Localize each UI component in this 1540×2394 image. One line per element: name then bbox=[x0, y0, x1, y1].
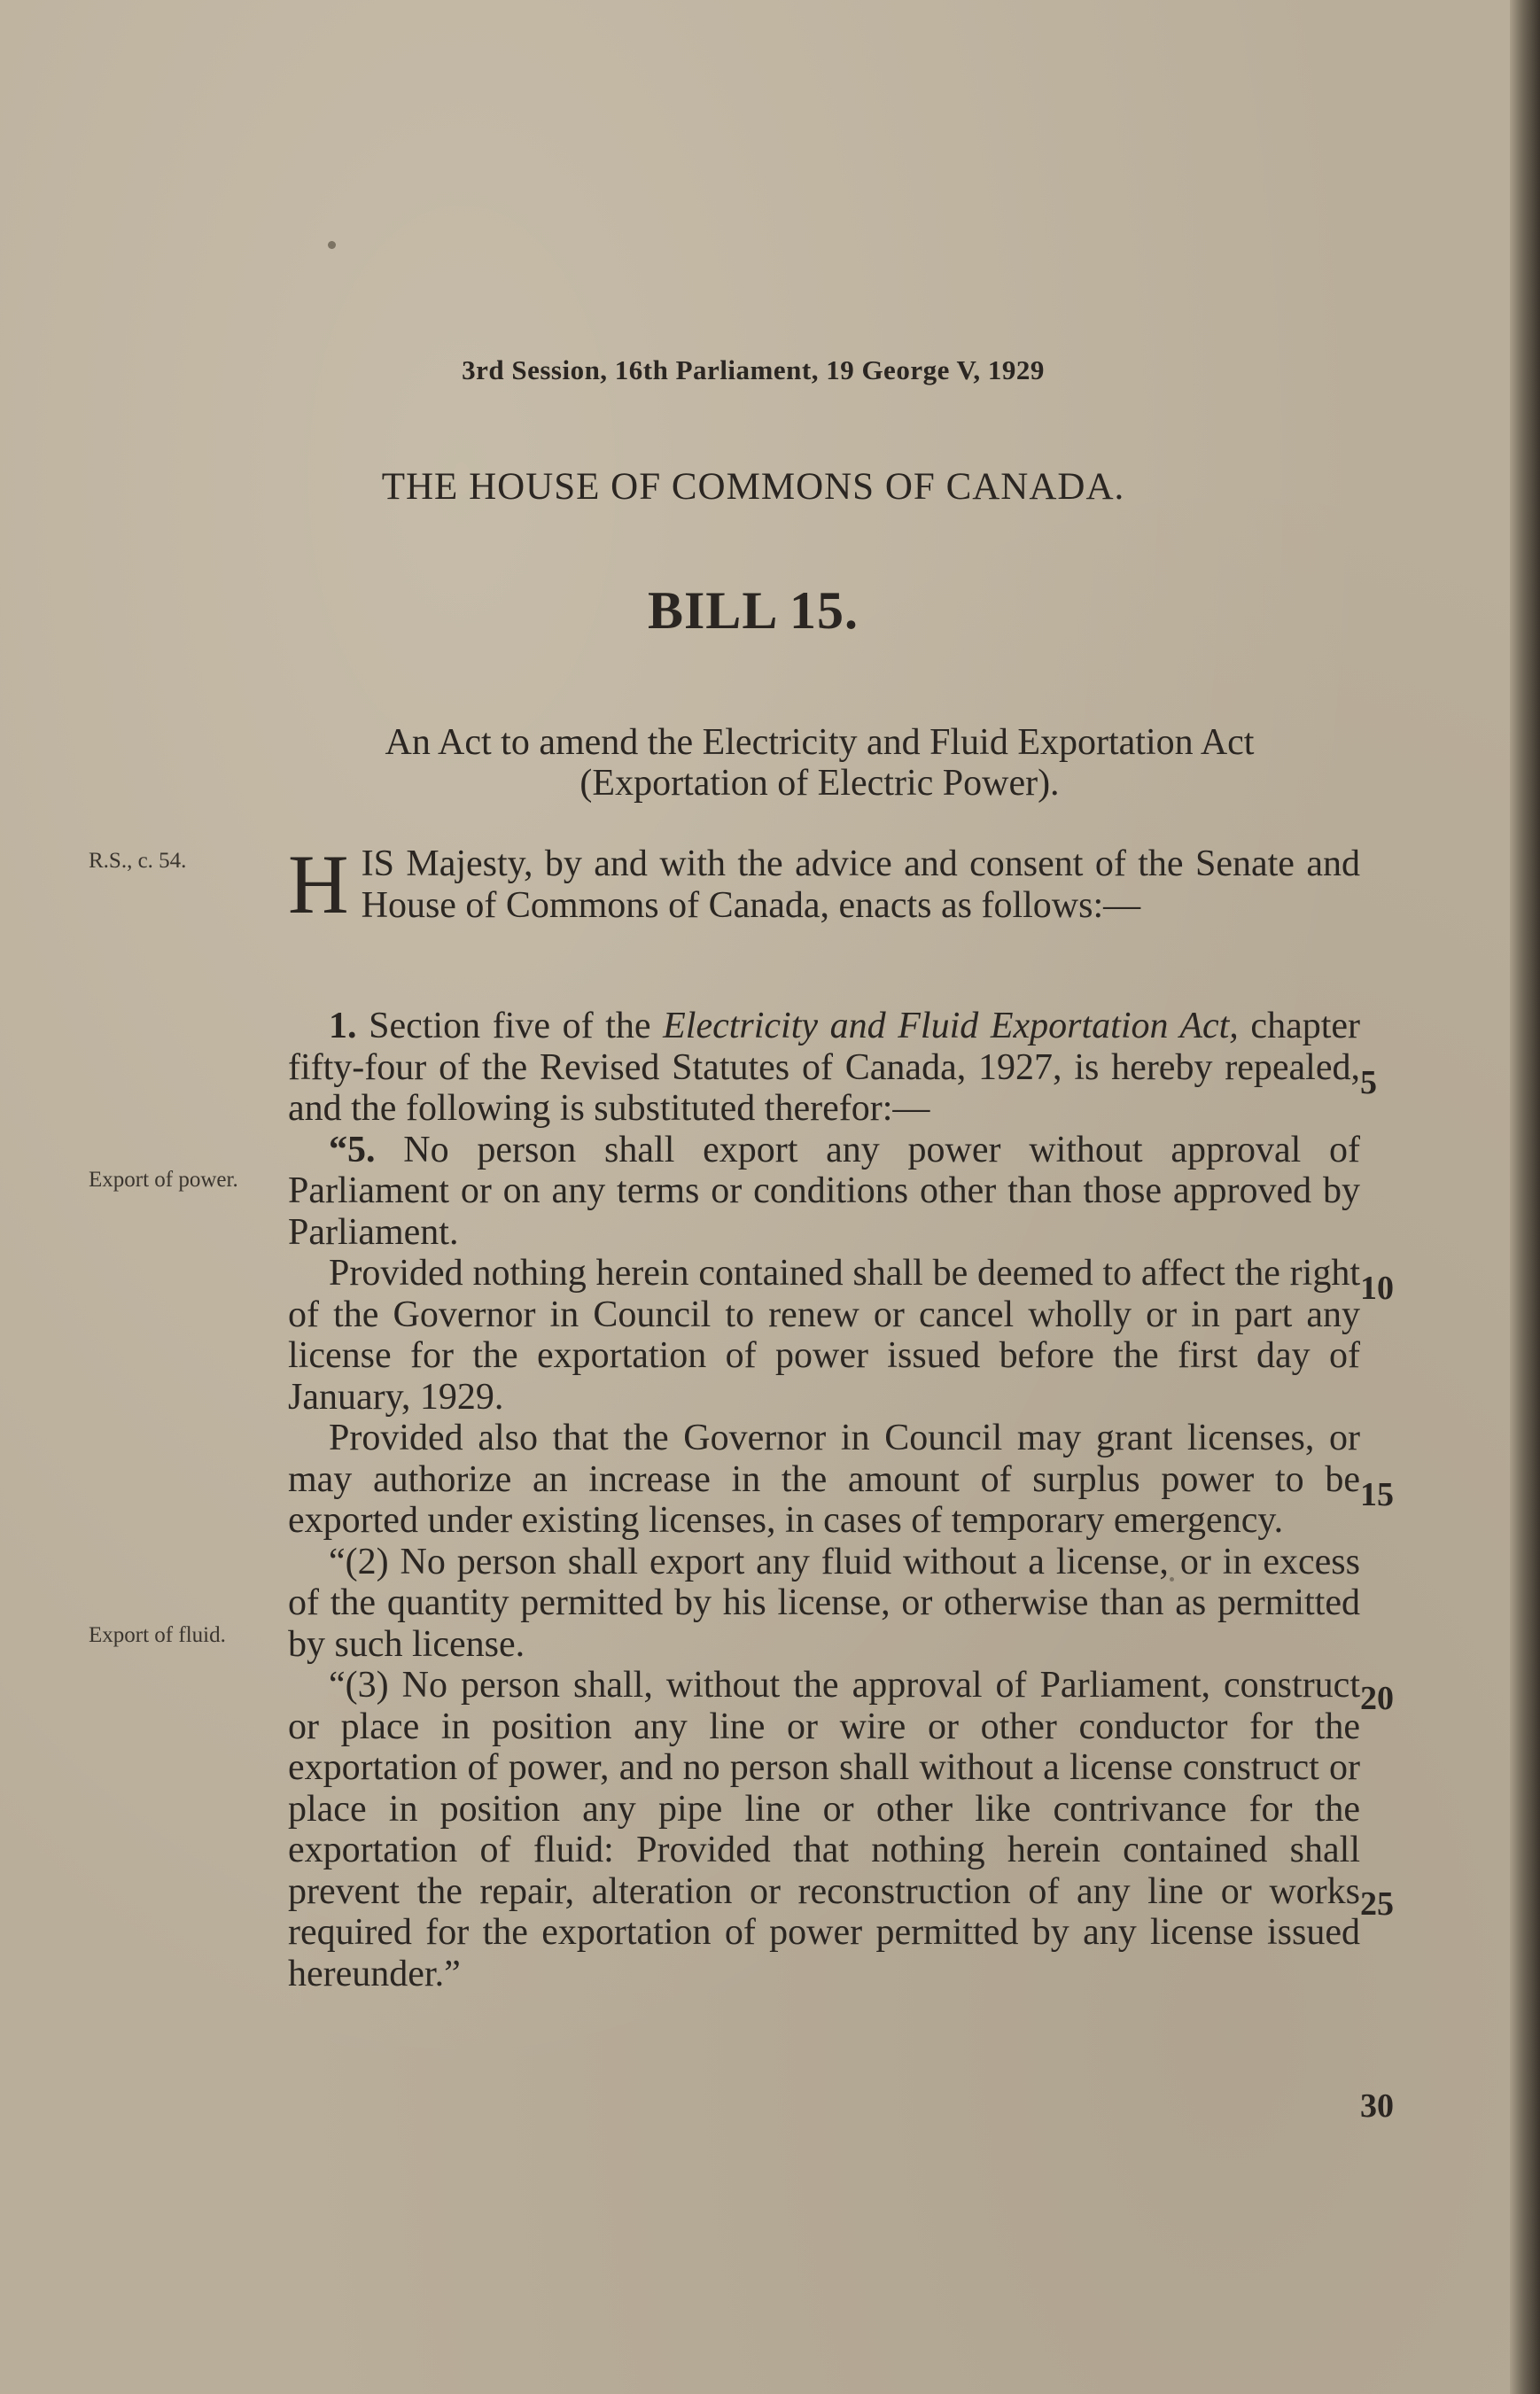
section-5 bbox=[288, 1130, 1360, 1254]
proviso-2: Provided also that the Governor in Council may grant licenses, or may authorize an increase in the amount of surplus power to be exported under existing licenses, in cases of temporary emergency. bbox=[288, 1418, 1360, 1541]
line-number-10: 10 bbox=[1360, 1270, 1394, 1307]
act-title-line1: An Act to amend the Electricity and Fluid Exportation Act bbox=[385, 722, 1255, 763]
line-number-30: 30 bbox=[1360, 2087, 1394, 2125]
house-heading: THE HOUSE OF COMMONS OF CANADA. bbox=[381, 466, 1125, 508]
section-1-text-b: chapter fifty-four of the Revised Statutes of Canada, 1927, is hereby repealed, and the following is substituted therefor:— bbox=[288, 1006, 1361, 1129]
bill-number: BILL 15. bbox=[647, 581, 859, 640]
section-1-number: 1. bbox=[329, 1006, 357, 1046]
session-heading: 3rd Session, 16th Parliament, 19 George V, 1929 bbox=[462, 354, 1045, 385]
line-number-15: 15 bbox=[1360, 1476, 1394, 1513]
margin-note-rs: R.S., c. 54. bbox=[89, 849, 187, 873]
section-1 bbox=[288, 1006, 1360, 1130]
line-number-20: 20 bbox=[1360, 1680, 1394, 1717]
paper-speck bbox=[328, 241, 336, 249]
section-5-text: No person shall export any power without approval of Parliament or on any terms or conditions other than those approved by Parliament. bbox=[288, 1129, 1360, 1253]
act-title bbox=[266, 722, 1373, 804]
section-1-text-a: Section five of the bbox=[369, 1006, 651, 1046]
margin-note-export-fluid: Export of fluid. bbox=[89, 1623, 226, 1647]
subsection-2: “(2) No person shall export any fluid without a license, or in excess of the quantity permitted by his license, or otherwise than as permitted by such license. bbox=[288, 1541, 1360, 1665]
proviso-1: Provided nothing herein contained shall be deemed to affect the right of the Governor in Council to renew or cancel wholly or in part any license for the exportation of power issued before the first day of January, 1929. bbox=[288, 1253, 1360, 1418]
margin-note-export-power: Export of power. bbox=[89, 1168, 238, 1192]
bill-body bbox=[288, 1006, 1360, 1994]
page-edge-shadow bbox=[1510, 0, 1540, 2394]
section-5-number: “5. bbox=[329, 1129, 376, 1170]
line-number-5: 5 bbox=[1360, 1064, 1377, 1101]
act-title-line2: (Exportation of Electric Power). bbox=[579, 763, 1060, 804]
line-number-25: 25 bbox=[1360, 1885, 1394, 1923]
enacting-text: IS Majesty, by and with the advice and consent of the Senate and House of Commons of Canada, enacts as follows:— bbox=[361, 843, 1360, 926]
subsection-3: “(3) No person shall, without the approval of Parliament, construct or place in position any line or wire or other conductor for the exportation of power, and no person shall without a license construct or place in position any pipe line or other like contrivance for the exportation of fluid: Provided that nothing herein contained shall prevent the repair, alteration or reconstruction of any line or works required for the exportation of power permitted by any license issued hereunder.” bbox=[288, 1665, 1360, 1994]
section-1-act-name: Electricity and Fluid Exportation Act, bbox=[663, 1006, 1239, 1046]
drop-cap: H bbox=[288, 837, 349, 931]
enacting-clause bbox=[288, 837, 1360, 931]
